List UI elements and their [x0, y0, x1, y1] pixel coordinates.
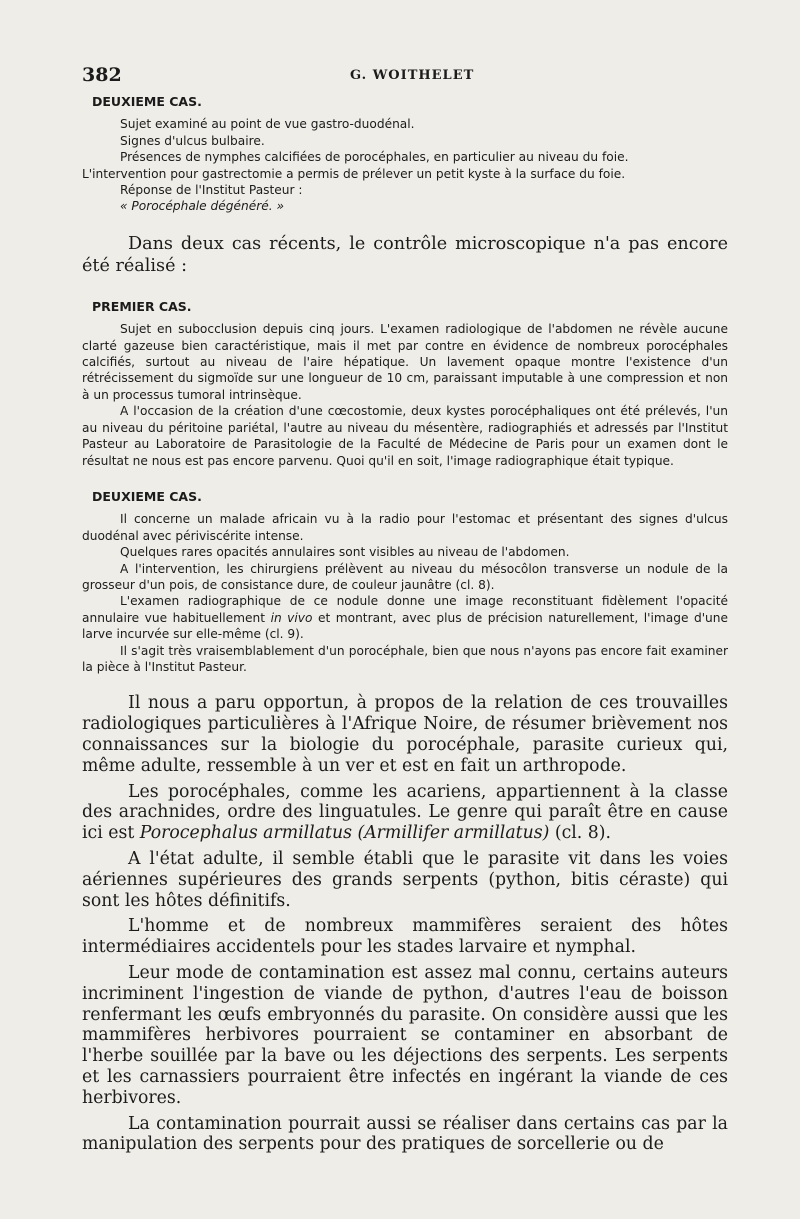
paragraph: A l'occasion de la création d'une cœcostomie, deux kystes porocéphaliques ont été prélevés, l'un au niveau du péritoine pariétal, l'autre au niveau du mésentère, radiographiés et adressés par l'Institut Pasteur au Laboratoire de Parasitologie de la Faculté de Médecine de Paris pour un examen dont le résultat ne nous est pas encore parvenu. Quoi qu'il en soit, l'image radiographique était typique.: [82, 404, 728, 468]
case-section-premier: [82, 299, 728, 469]
paragraph: [82, 782, 728, 844]
paragraph: A l'état adulte, il semble établi que le parasite vit dans les voies aériennes supérieures des grands serpents (python, bitis céraste) qui sont les hôtes définitifs.: [82, 848, 728, 911]
running-head: [82, 64, 728, 94]
running-head-author: G. WOITHELET: [350, 68, 475, 83]
lead-paragraph: [82, 233, 728, 277]
paragraph: Sujet en subocclusion depuis cinq jours. L'examen radiologique de l'abdomen ne révèle aucune clarté gazeuse bien caractéristique, mais il met par contre en évidence de nombreux porocéphales calcifiés, surtout au niveau de l'aire hépatique. Un lavement opaque montre l'existence d'un rétrécissement du sigmoïde sur une longueur de 10 cm, paraissant imputable à une compression et non à un processus tumoral intrinsèque.: [82, 322, 728, 402]
italic-species-name: Porocephalus armillatus (Armillifer armillatus): [139, 823, 550, 844]
case-title: DEUXIEME CAS.: [92, 488, 202, 504]
quote: « Porocéphale dégénéré. »: [120, 199, 285, 214]
paragraph: Dans deux cas récents, le contrôle microscopique n'a pas encore été réalisé :: [82, 233, 728, 276]
paragraph: L'homme et de nombreux mammifères seraient des hôtes intermédiaires accidentels pour les stades larvaire et nymphal.: [82, 916, 728, 958]
page-number: 382: [82, 64, 122, 86]
text-run: (cl. 8).: [549, 823, 611, 844]
case-section-deuxieme-b: [82, 489, 728, 675]
paragraph: Sujet examiné au point de vue gastro-duodénal.: [120, 117, 415, 132]
main-text: [82, 693, 728, 1155]
text-run: L'examen radiographique de ce nodule donne une image reconstituant fidèlement l'opacité annulaire vue habituellement: [82, 594, 728, 625]
paragraph: Il s'agit très vraisemblablement d'un porocéphale, bien que nous n'ayons pas encore fait examiner la pièce à l'Institut Pasteur.: [82, 643, 728, 674]
paragraph: Leur mode de contamination est assez mal connu, certains auteurs incriminent l'ingestion de viande de python, d'autres l'eau de boisson renfermant les œufs embryonnés du parasite. On considère aussi que les mammifères herbivores pourraient se contaminer en absorbant de l'herbe souillée par la bave ou les déjections des serpents. Les serpents et les carnassiers pourraient être infectés en ingérant la viande de ces herbivores.: [82, 962, 728, 1108]
paragraph: [82, 593, 728, 642]
case-section-deuxieme-a: [82, 94, 728, 215]
paragraph: L'intervention pour gastrectomie a permis de prélever un petit kyste à la surface du foie.: [82, 166, 626, 181]
italic-term: in vivo: [270, 610, 313, 625]
text-run: Les porocéphales, comme les acariens, appartiennent à la classe des arachnides, ordre des linguatules. Le genre qui paraît être en cause ici est: [82, 781, 728, 844]
paragraph: Il concerne un malade africain vu à la radio pour l'estomac et présentant des signes d'ulcus duodénal avec périviscérite intense.: [82, 512, 728, 543]
text-run: et montrant, avec plus de précision naturellement, l'image d'une larve incurvée sur elle-même (cl. 9).: [82, 610, 728, 642]
paragraph: Signes d'ulcus bulbaire.: [120, 133, 265, 148]
paragraph: A l'intervention, les chirurgiens prélèvent au niveau du mésocôlon transverse un nodule de la grosseur d'un pois, de consistance dure, de couleur jaunâtre (cl. 8).: [82, 561, 728, 592]
paragraph: La contamination pourrait aussi se réaliser dans certains cas par la manipulation des serpents pour des pratiques de sorcellerie ou de: [82, 1113, 728, 1155]
paragraph: Réponse de l'Institut Pasteur :: [120, 183, 303, 198]
case-title: PREMIER CAS.: [92, 298, 192, 314]
paragraph: Il nous a paru opportun, à propos de la relation de ces trouvailles radiologiques particulières à l'Afrique Noire, de résumer brièvement nos connaissances sur la biologie du porocéphale, parasite curieux qui, même adulte, ressemble à un ver et est en fait un arthropode.: [82, 693, 728, 776]
paragraph: Présences de nymphes calcifiées de porocéphales, en particulier au niveau du foie.: [120, 150, 629, 165]
paragraph: Quelques rares opacités annulaires sont visibles au niveau de l'abdomen.: [120, 545, 570, 560]
case-title: DEUXIEME CAS.: [92, 94, 202, 109]
